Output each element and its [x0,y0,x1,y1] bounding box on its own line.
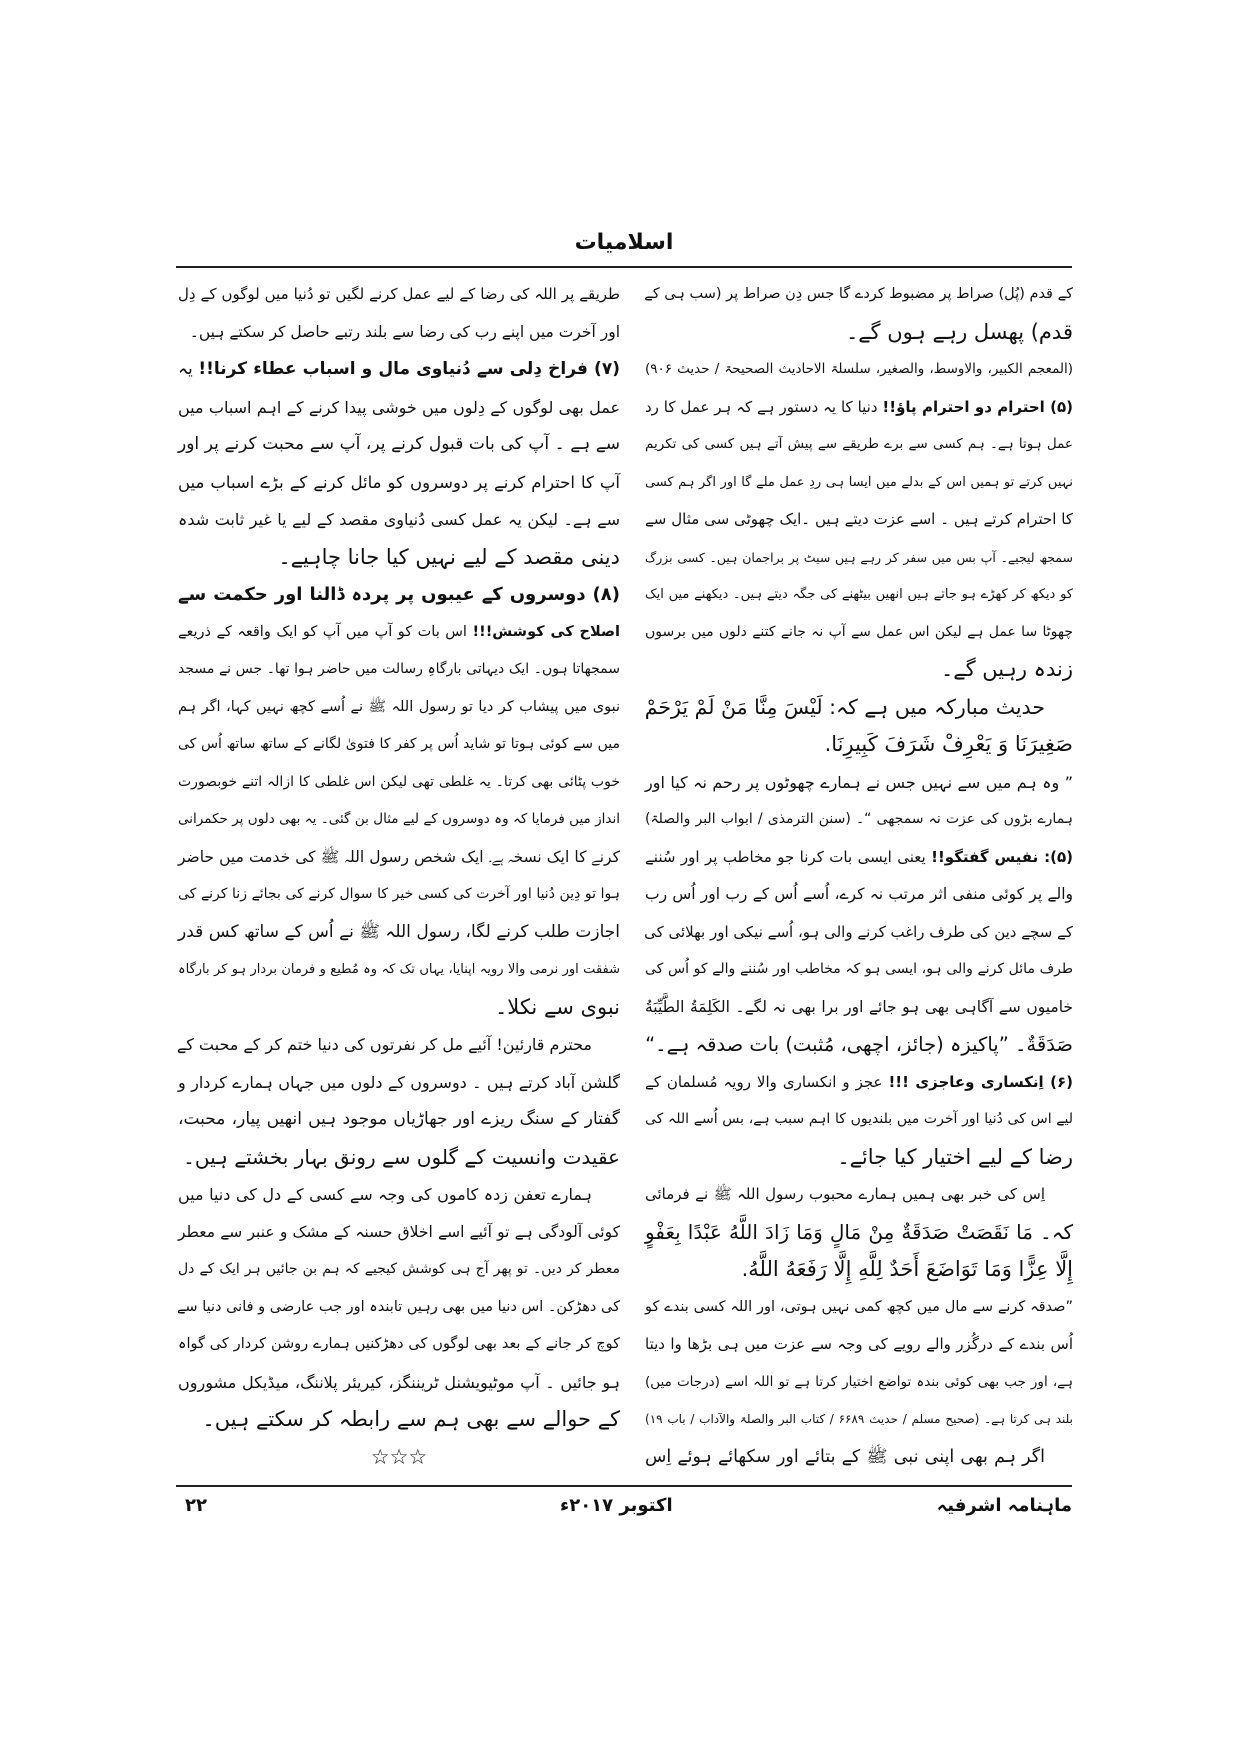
line-text: گلشن آباد کرتے ہیں ۔ دوسروں کے دلوں میں جہاں ہمارے کردار و [178,1072,620,1092]
text-line [178,1289,620,1327]
section-heading: (۷) فراخ دِلی سے دُنیاوی مال و اسباب عطاء کرنا!! [198,359,620,379]
line-text: خامیوں سے آگاہی بھی ہو جائے اور برا بھی نہ لگے۔ الكَلِمَةُ الطَّيِّبَةُ [645,997,1073,1016]
line-text: طریقے پر اللہ کی رضا کے لیے عمل کرنے لگیں تو دُنیا میں لوگوں کے دِل [178,285,620,303]
heading-line [178,351,620,389]
line-text: محترم قارئین! آئیے مل کر نفرتوں کی دنیا ختم کر کے محبت کے [176,1035,592,1054]
line-text: (المعجم الکبیر، والاوسط، والصغیر، سلسلۃ الاحادیث الصحیحۃ / حدیث ۹۰۶) [645,361,1073,377]
line-text: ہے، اور جب بھی کوئی بندہ تواضع اختیار کرتا ہے تو اللہ اسے (درجات میں) [645,1373,1073,1390]
text-line [645,689,1073,727]
line-text: ☆☆☆ [370,1444,428,1469]
text-line [178,1401,620,1439]
text-line [178,314,620,352]
text-line [645,539,1073,577]
header-rule [176,266,1072,268]
line-text: خوب پٹائی بھی کرتا۔ یہ غلطی تھی لیکن اس غلطی کا ازالہ اتنے خوبصورت [178,773,620,790]
line-text: ہمارے بڑوں کی عزت نہ سمجھی “۔ (سنن الترمذی / ابواب البر والصلۃ) [645,811,1073,827]
heading-line [645,389,1073,427]
text-line [178,1064,620,1102]
line-text: نبوی میں پیشاب کر دیا تو رسول اللہ ﷺ نے اُسے کچھ نہیں کہا، اگر ہم [178,698,620,715]
text-line [645,1214,1073,1252]
text-line [645,576,1073,614]
line-text: دنیا کا یہ دستور ہے کہ ہر عمل کا رد [645,397,883,416]
line-text: صَدَقَةٌ۔ ”پاکیزہ (جائز، اچھی، مُثبت) بات صدقہ ہے۔“ [645,1033,1073,1056]
line-text: رضا کے لیے اختیار کیا جائے۔ [837,1144,1073,1169]
text-line [178,276,620,314]
text-line [645,276,1073,314]
text-line [178,1101,620,1139]
line-text: دینی مقصد کے لیے نہیں کیا جانا چاہیے۔ [278,544,620,569]
line-text: یعنی ایسی بات کرنا جو مخاطب پر اور سُننے [645,847,932,866]
citation-line [645,351,1073,389]
text-line [645,651,1073,689]
line-text: اِس کی خبر بھی ہمیں ہمارے محبوب رسول اللہ ﷺ نے فرمائی [645,1185,1045,1203]
text-line [645,764,1073,802]
text-line [178,876,620,914]
line-text: سمجھاتا ہوں۔ ایک دیہاتی بارگاہِ رسالت میں حاضر ہوا تھا۔ جس نے مسجد [178,661,620,677]
line-text: عمل بھی لوگوں کے دِلوں میں خوشی پیدا کرنے کے اہم اسباب میں [178,397,620,417]
line-text: ہمارے تعفن زدہ کاموں کی وجہ سے کسی کے دل کی دنیا میں [178,1185,592,1204]
text-line [178,1251,620,1289]
text-line [178,464,620,502]
line-text: قدم) پھسل رہے ہوں گے۔ [845,319,1073,344]
line-text: آپ کا احترام کرنے پر دوسروں کو مائل کرنے کے بڑے اسباب میں [178,472,620,492]
text-line [178,539,620,577]
text-line [645,1101,1073,1139]
text-line [645,914,1073,952]
text-line [178,501,620,539]
section-heading: (۸) دوسروں کے عیبوں پر پردہ ڈالنا اور حکمت سے [178,584,620,605]
text-line [645,1176,1073,1214]
text-line [645,426,1073,464]
section-title: اسلامیات [574,230,674,255]
line-text: میں سے کوئی ہوتا تو شاید اُس پر کفر کا فتویٰ لگانے کے ساتھ ساتھ اُس کی [178,736,620,752]
line-text: ہوا تو دِین دُنیا اور آخرت کی کسی خیر کا سوال کرنے کی بجائے زنا کرنے کی [178,886,620,902]
line-text: اگر ہم بھی اپنی نبی ﷺ کے بتائے اور سکھائے ہوئے اِس [645,1446,1045,1467]
text-line [178,726,620,764]
text-line [178,1139,620,1177]
heading-line [178,614,620,652]
line-text: اُس بندے کے درگُزر والے رویے کی وجہ سے عزت میں ہی بڑھا وا دیتا [645,1335,1073,1353]
text-line [178,1176,620,1214]
line-text: کے قدم (پُل) صراط پر مضبوط کردے گا جس دِن صراط پر (سب ہی کے [644,286,1073,302]
text-line [645,1364,1073,1402]
line-text: صَغِیرَنَا وَ یَعْرِفْ شَرَفَ کَبِیرِنَا. [824,732,1073,756]
text-line [645,1326,1073,1364]
line-text: کا احترام کرتے ہیں ۔ اسے عزت دیتے ہیں ۔ایک چھوٹی سی مثال سے [645,510,1073,528]
text-line [178,989,620,1027]
line-text: چھوٹا سا عمل ہے لیکن اس عمل سے آپ نہ جانے کتنے دلوں میں برسوں [645,623,1073,640]
line-text: اور آخرت میں اپنے رب کی رضا سے بلند رتبے حاصل کر سکتے ہیں۔ [189,322,620,341]
text-line [178,839,620,877]
line-text: گفتار کے سنگ ریزے اور جھاڑیاں موجود ہیں انھیں پیار، محبت، [178,1109,620,1129]
line-text: نہیں کرتے تو ہمیں اس کے بدلے میں ایسا ہی ردِ عمل ملے گا اور اگر ہم کسی [645,474,1073,490]
line-text: ”صدقہ کرنے سے مال میں کچھ کمی نہیں ہوتی، اور اللہ کسی بندے کو [645,1298,1073,1315]
line-text: یہ [178,359,199,379]
text-line [645,876,1073,914]
line-text: اجازت طلب کرنے لگا، رسول اللہ ﷺ نے اُس کے ساتھ کس قدر [178,921,620,942]
text-line [645,1026,1073,1064]
line-text: سے ہے ۔ آپ کی بات قبول کرنے پر، آپ سے محبت کرنے پر اور [178,434,620,454]
text-line [178,1026,620,1064]
line-text: نبوی سے نکلا۔ [495,994,620,1019]
text-line [645,1289,1073,1327]
text-line [645,614,1073,652]
line-text: والے پر کوئی منفی اثر مرتب نہ کرے، اُسے اُس کے رب اور اُس رب [645,885,1073,903]
line-text: سمجھ لیجیے۔ آپ بس میں سفر کر رہے ہیں سیٹ پر براجمان ہیں۔ کسی بزرگ [645,549,1073,565]
line-text: اس بات کو آپ میں آپ کو ایک واقعہ کے ذریعے [178,623,473,640]
line-text: کہ۔ مَا نَقَصَتْ صَدَقَةٌ مِنْ مَالٍ وَمَا زَادَ اللَّهُ عَبْدًا بِعَفْوٍ [645,1219,1073,1244]
section-heading: (۵) احترام دو احترام پاؤ!! [882,397,1073,416]
text-line [178,389,620,427]
issue-date: اکتوبر ۲۰۱۷ء [560,1495,673,1516]
heading-line [178,576,620,614]
heading-line [645,1064,1073,1102]
text-line [178,764,620,802]
section-heading: (۶) اِنکساری وعاجزی !!! [888,1072,1073,1091]
line-text: حدیث مبارکہ میں ہے کہ: لَیْسَ مِنَّا مَنْ لَمْ یَرْحَمْ [644,694,1045,719]
text-line [645,1401,1073,1439]
text-line [178,689,620,727]
magazine-name: ماہنامہ اشرفیہ [936,1495,1072,1516]
line-text: بلند ہی کرتا ہے۔ (صحیح مسلم / حدیث ۶۶۸۹ / کتاب البر والصلۃ والآداب / باب ۱۹) [645,1412,1073,1426]
line-text: عقیدت وانسیت کے گلوں سے رونق بہار بخشتے ہیں۔ [183,1144,620,1169]
line-text: کی دھڑکن۔ اس دنیا میں بھی رہیں تابندہ اور جب عارضی و فانی دنیا سے [176,1298,620,1315]
text-line [178,1364,620,1402]
footer-rule [176,1485,1072,1487]
line-text: کوئی آلودگی ہے تو آئیے اسے اخلاق حسنہ کے مشک و عنبر سے معطر [178,1222,620,1241]
text-line [645,989,1073,1027]
text-line [645,726,1073,764]
text-line [645,1251,1073,1289]
line-text: زندہ رہیں گے۔ [940,657,1073,681]
text-line [645,501,1073,539]
text-line [178,1214,620,1252]
left-column [178,276,620,1476]
line-text: لیے اس کی دُنیا اور آخرت میں بلندیوں کا اہم سبب ہے، بس اُسے اللہ کی [645,1111,1073,1127]
heading-line [645,839,1073,877]
section-heading: اصلاح کی کوشش!!! [472,623,620,640]
line-text: معطر کر دیں۔ تو پھر آج ہی کوشش کیجیے کہ ہم بن جائیں ہر ایک کے دل [178,1261,620,1277]
text-line [178,1326,620,1364]
section-heading: (۵): نفیس گفتگو!! [931,847,1073,866]
text-line [645,951,1073,989]
text-line [645,464,1073,502]
line-text: عجز و انکساری والا رویہ مُسلمان کے [645,1072,889,1091]
text-line [645,801,1073,839]
text-line [178,914,620,952]
line-text: شفقت اور نرمی والا رویہ اپنایا، یہاں تک کہ وہ مُطیع و فرمان بردار ہو کر بارگاہ [178,962,620,977]
line-text: ” وہ ہم میں سے نہیں جس نے ہمارے چھوٹوں پر رحم نہ کیا اور [645,772,1073,792]
page-number: ۲۲ [185,1495,207,1516]
line-text: کے حوالے سے بھی ہم سے رابطہ کر سکتے ہیں۔ [202,1407,620,1431]
line-text: کو دیکھ کر کھڑے ہو جاتے ہیں انھیں بیٹھنے کی جگہ دیتے ہیں۔ دیکھنے میں ایک [645,587,1073,602]
line-text: طرف مائل کرنے والی ہو، ایسی ہو کہ مخاطب اور سُننے والے کو اُس کی [645,961,1073,977]
line-text: انداز میں فرمایا کہ وہ دوسروں کے لیے مثال بن گئی۔ یہ بھی دلوں پر حکمرانی [178,811,620,827]
line-text: عمل ہوتا ہے۔ ہم کسی سے برے طریقے سے پیش آتے ہیں کسی کی تکریم [645,436,1073,452]
text-line [178,951,620,989]
text-line [645,1439,1073,1477]
text-line [645,1139,1073,1177]
text-line [178,651,620,689]
text-line [178,801,620,839]
line-text: کرنے کا ایک نسخہ ہے۔ ایک شخص رسول اللہ ﷺ کی خدمت میں حاضر [178,847,620,866]
text-line [645,314,1073,352]
line-text: کوچ کر جانے کے بعد بھی لوگوں کی دھڑکنیں ہمارے روشن کردار کی گواہ [178,1336,620,1352]
text-line [178,1439,620,1477]
line-text: سے ہے۔ لیکن یہ عمل کسی دُنیاوی مقصد کے لیے یا غیر ثابت شدہ [178,510,620,529]
line-text: ہو جائیں ۔ آپ موٹیویشنل ٹریننگز، کیریئر پلاننگ، میڈیکل مشوروں [178,1372,620,1392]
line-text: کے سچے دین کی طرف راغب کرنے والی ہو، اُسے نیکی اور بھلائی کی [644,922,1073,941]
right-column [645,276,1073,1476]
text-line [178,426,620,464]
line-text: إِلَّا عِزًّا وَمَا تَوَاضَعَ أَحَدٌ لِلَّهِ إِلَّا رَفَعَهُ اللَّهُ. [741,1257,1073,1281]
